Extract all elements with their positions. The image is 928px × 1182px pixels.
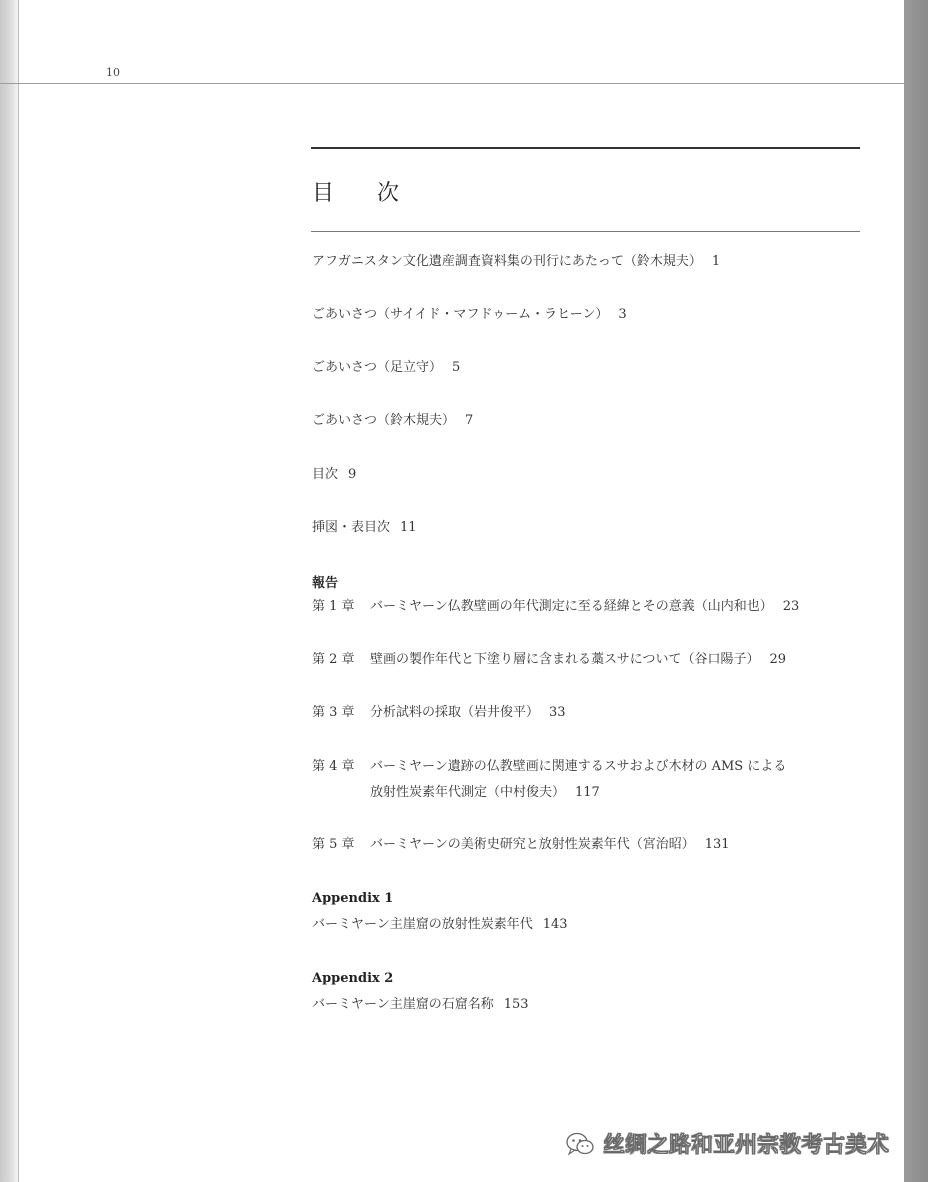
page-top-rule (0, 83, 904, 84)
toc-entry-publication-note (312, 252, 720, 272)
chapter-text: バーミヤーンの美術史研究と放射性炭素年代（宮治昭） (370, 837, 695, 852)
chapter-1 (312, 597, 799, 617)
watermark-text: 丝绸之路和亚州宗教考古美术 (603, 1133, 890, 1158)
entry-text: ごあいさつ（足立守） (312, 360, 443, 375)
appendix-1-heading: Appendix 1 (312, 891, 394, 906)
toc-entry-greeting-3 (312, 411, 473, 431)
chapter-number: 第 4 章 (312, 759, 355, 774)
entry-page: 11 (400, 520, 417, 535)
entry-page: 5 (452, 360, 461, 375)
appendix-2-heading: Appendix 2 (312, 971, 394, 986)
entry-page: 153 (503, 997, 529, 1012)
chapter-text-continued (312, 783, 786, 803)
chapter-text: 分析試料の採取（岩井俊平） (370, 705, 540, 720)
title-rule-bottom (311, 231, 860, 232)
toc-entry-greeting-2 (312, 358, 460, 378)
watermark (565, 1128, 889, 1159)
toc-entry-figures (312, 518, 417, 538)
chapter-number: 第 5 章 (312, 837, 355, 852)
entry-page: 3 (618, 307, 627, 322)
entry-page: 1 (711, 254, 721, 269)
page-number: 10 (106, 66, 120, 79)
appendix-2-entry (312, 995, 529, 1015)
chapter-text: 壁画の製作年代と下塗り層に含まれる藁スサについて（谷口陽子） (370, 652, 760, 667)
chapter-text-line-2: 放射性炭素年代測定（中村俊夫） (370, 785, 566, 800)
scan-left-edge (0, 0, 18, 1182)
chapter-page: 131 (704, 837, 730, 852)
chapter-number: 第 1 章 (312, 599, 355, 614)
chapter-text: バーミヤーン遺跡の仏教壁画に関連するスサおよび木材の AMS による (370, 759, 787, 774)
chapter-page: 117 (575, 785, 600, 800)
entry-text: ごあいさつ（サイイド・マフドゥーム・ラヒーン） (312, 307, 609, 322)
entry-text: 挿図・表目次 (312, 520, 391, 535)
title-rule-top (311, 147, 860, 149)
chapter-page: 29 (769, 652, 787, 667)
toc-entry-contents (312, 465, 356, 485)
chapter-page: 33 (549, 705, 566, 720)
chapter-3 (312, 703, 566, 723)
chapter-page: 23 (782, 599, 800, 614)
toc-title: 目 次 (312, 181, 417, 206)
entry-page: 143 (542, 917, 568, 932)
entry-text: バーミヤーン主崖窟の石窟名称 (312, 997, 494, 1012)
appendix-1-entry (312, 915, 568, 935)
entry-page: 7 (465, 413, 474, 428)
chapter-5 (312, 835, 730, 855)
chapter-text: バーミヤーン仏教壁画の年代測定に至る経緯とその意義（山内和也） (370, 599, 773, 614)
chapter-4 (312, 757, 786, 803)
chapter-number: 第 2 章 (312, 652, 355, 667)
entry-page: 9 (348, 467, 357, 482)
chapter-2 (312, 650, 786, 670)
entry-text: バーミヤーン主崖窟の放射性炭素年代 (312, 917, 533, 932)
entry-text: 目次 (312, 467, 339, 482)
scan-left-edge-line (18, 0, 19, 1182)
report-heading: 報告 (312, 576, 339, 591)
wechat-icon (565, 1131, 595, 1157)
toc-entry-greeting-1 (312, 305, 627, 325)
chapter-number: 第 3 章 (312, 705, 355, 720)
entry-text: ごあいさつ（鈴木規夫） (312, 413, 456, 428)
scan-right-edge (904, 0, 928, 1182)
entry-text: アフガニスタン文化遺産調査資料集の刊行にあたって（鈴木規夫） (312, 254, 702, 269)
